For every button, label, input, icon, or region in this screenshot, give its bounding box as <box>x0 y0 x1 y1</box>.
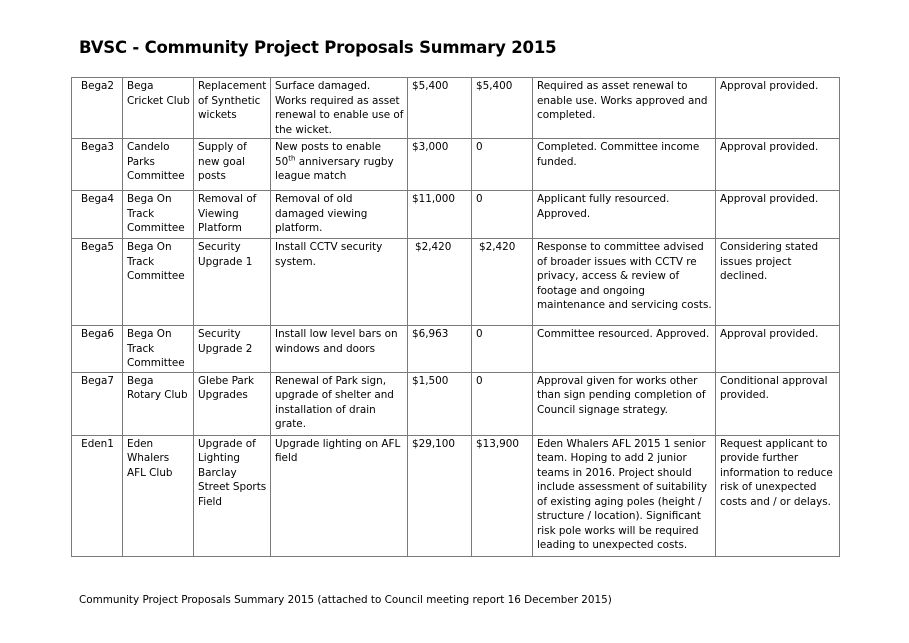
cell-project: Security Upgrade 2 <box>194 326 271 373</box>
description-text: anniversary rugby league match <box>275 155 394 182</box>
cell-project: Removal of Viewing Platform <box>194 191 271 239</box>
cell-description <box>271 139 408 191</box>
cell-recommended: $2,420 <box>472 239 533 326</box>
cell-outcome: Approval provided. <box>716 191 840 239</box>
cell-project: Replacement of Synthetic wickets <box>194 78 271 139</box>
cell-recommended: 0 <box>472 139 533 191</box>
cell-description: Upgrade lighting on AFL field <box>271 435 408 556</box>
cell-requested: $2,420 <box>408 239 472 326</box>
cell-applicant: Bega On Track Committee <box>123 191 194 239</box>
cell-description: Surface damaged. Works required as asset renewal to enable use of the wicket. <box>271 78 408 139</box>
cell-comments: Approval given for works other than sign pending completion of Council signage strategy. <box>533 372 716 435</box>
cell-requested: $3,000 <box>408 139 472 191</box>
cell-description: Install low level bars on windows and doors <box>271 326 408 373</box>
table-row <box>72 372 840 435</box>
cell-applicant: Candelo Parks Committee <box>123 139 194 191</box>
cell-outcome: Approval provided. <box>716 139 840 191</box>
cell-id: Bega3 <box>72 139 123 191</box>
cell-comments: Response to committee advised of broader issues with CCTV re privacy, access & review of footage and ongoing maintenance and servicing costs. <box>533 239 716 326</box>
cell-recommended: 0 <box>472 326 533 373</box>
cell-recommended: 0 <box>472 372 533 435</box>
cell-description: Install CCTV security system. <box>271 239 408 326</box>
cell-outcome: Considering stated issues project declined. <box>716 239 840 326</box>
cell-id: Bega6 <box>72 326 123 373</box>
cell-requested: $1,500 <box>408 372 472 435</box>
cell-applicant: Bega Cricket Club <box>123 78 194 139</box>
table-row <box>72 78 840 139</box>
cell-recommended: 0 <box>472 191 533 239</box>
document-title: BVSC - Community Project Proposals Summary 2015 <box>79 38 557 57</box>
cell-outcome: Request applicant to provide further information to reduce risk of unexpected costs and / or delays. <box>716 435 840 556</box>
cell-id: Bega4 <box>72 191 123 239</box>
cell-comments: Completed. Committee income funded. <box>533 139 716 191</box>
cell-outcome: Approval provided. <box>716 78 840 139</box>
table-row <box>72 326 840 373</box>
cell-applicant: Bega Rotary Club <box>123 372 194 435</box>
cell-comments: Required as asset renewal to enable use. Works approved and completed. <box>533 78 716 139</box>
cell-applicant: Bega On Track Committee <box>123 239 194 326</box>
cell-project: Security Upgrade 1 <box>194 239 271 326</box>
cell-comments: Applicant fully resourced. Approved. <box>533 191 716 239</box>
cell-project: Supply of new goal posts <box>194 139 271 191</box>
table-row <box>72 239 840 326</box>
ordinal-suffix: th <box>288 154 296 163</box>
cell-applicant: Bega On Track Committee <box>123 326 194 373</box>
table-row <box>72 139 840 191</box>
cell-project: Upgrade of Lighting Barclay Street Sports Field <box>194 435 271 556</box>
cell-requested: $11,000 <box>408 191 472 239</box>
cell-description: Renewal of Park sign, upgrade of shelter and installation of drain grate. <box>271 372 408 435</box>
document-footer: Community Project Proposals Summary 2015 (attached to Council meeting report 16 December 2015) <box>79 594 612 606</box>
description-text: New posts to enable 50 <box>275 141 382 168</box>
cell-comments: Committee resourced. Approved. <box>533 326 716 373</box>
cell-outcome: Conditional approval provided. <box>716 372 840 435</box>
table-row <box>72 191 840 239</box>
cell-description: Removal of old damaged viewing platform. <box>271 191 408 239</box>
proposals-table <box>71 77 840 557</box>
cell-applicant: Eden Whalers AFL Club <box>123 435 194 556</box>
cell-id: Bega7 <box>72 372 123 435</box>
cell-recommended: $13,900 <box>472 435 533 556</box>
table-row <box>72 435 840 556</box>
cell-id: Bega2 <box>72 78 123 139</box>
cell-requested: $29,100 <box>408 435 472 556</box>
cell-requested: $6,963 <box>408 326 472 373</box>
cell-requested: $5,400 <box>408 78 472 139</box>
cell-id: Eden1 <box>72 435 123 556</box>
cell-id: Bega5 <box>72 239 123 326</box>
cell-recommended: $5,400 <box>472 78 533 139</box>
cell-project: Glebe Park Upgrades <box>194 372 271 435</box>
cell-comments: Eden Whalers AFL 2015 1 senior team. Hoping to add 2 junior teams in 2016. Project should include assessment of suitability of existing aging poles (height / structure / location). Significant risk pole works will be required leading to unexpected costs. <box>533 435 716 556</box>
cell-outcome: Approval provided. <box>716 326 840 373</box>
